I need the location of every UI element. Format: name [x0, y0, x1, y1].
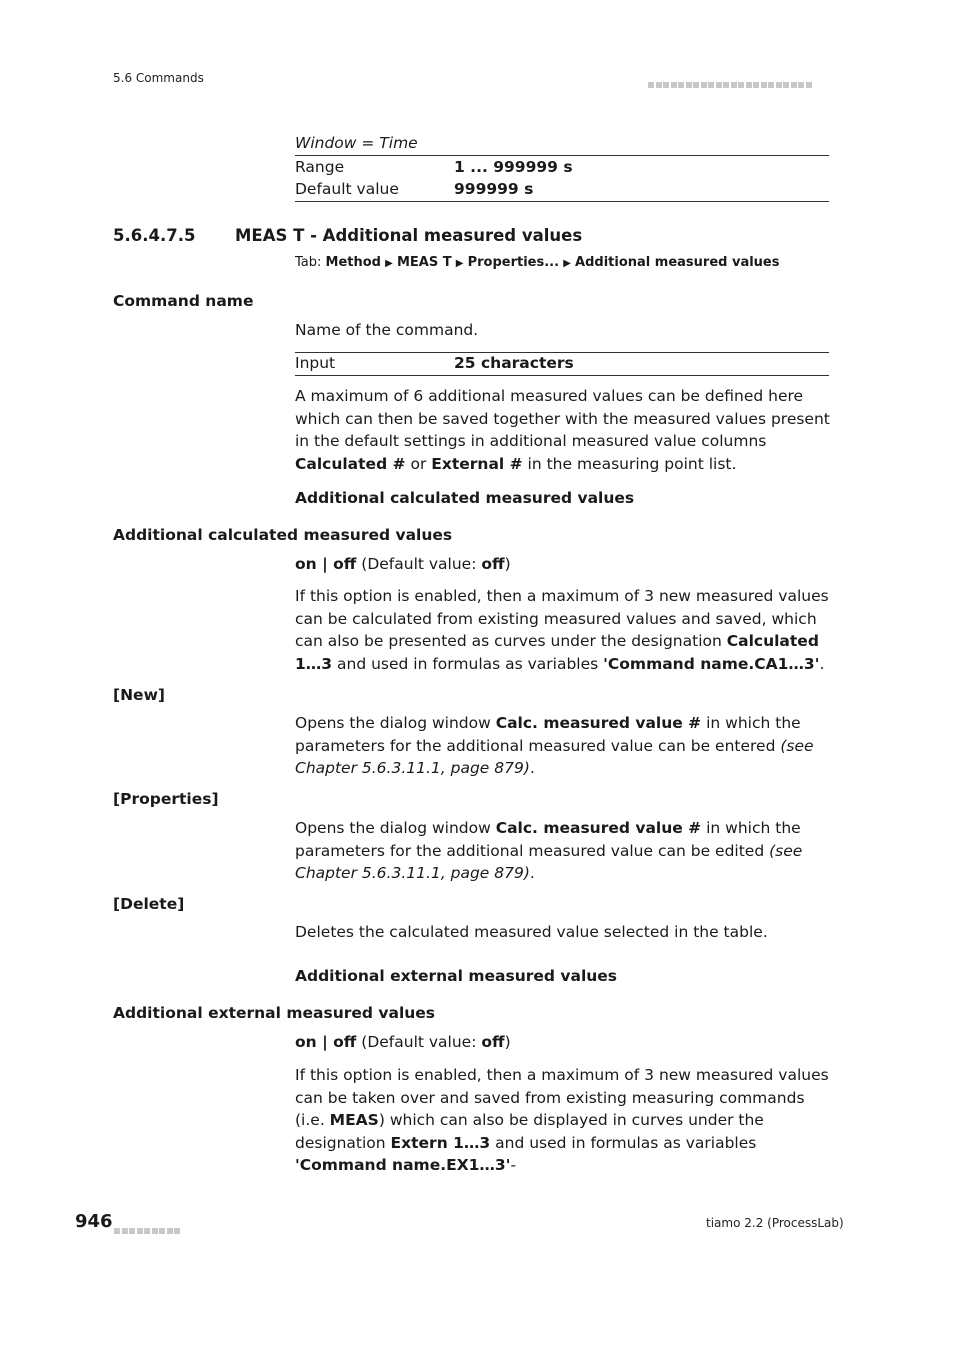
new-button-label: [New] — [113, 686, 165, 704]
chapter-link[interactable]: (see Chapter 5.6.3.11.1, page 879) — [295, 841, 803, 882]
input-value: 25 characters — [454, 354, 574, 372]
footer-dots — [114, 1219, 182, 1238]
delete-desc: Deletes the calculated measured value selected in the table. — [295, 923, 768, 941]
running-header-section: 5.6 Commands — [113, 71, 204, 85]
table-row-value: 999999 s — [454, 180, 534, 198]
properties-button-label: [Properties] — [113, 790, 219, 808]
chapter-link[interactable]: (see Chapter 5.6.3.11.1, page 879) — [295, 736, 814, 777]
table-row-value: 1 ... 999999 s — [454, 158, 573, 176]
command-name-paragraph: A maximum of 6 additional measured values can be defined here which can then be saved together with the measured values present in the default settings in additional measured value columns Calculated # or External # in the measuring point list. — [295, 387, 830, 473]
new-desc: Opens the dialog window Calc. measured value # in which the parameters for the additional measured value can be entered (see Chapter 5.6.3.11.1, page 879). — [295, 714, 814, 777]
header-dots — [648, 73, 813, 92]
tab-path-properties: Properties... — [467, 255, 560, 270]
ext-label: Additional external measured values — [113, 1004, 436, 1022]
tab-prefix: Tab: — [295, 255, 322, 270]
table-row-label: Default value — [295, 180, 399, 198]
calc-paragraph: If this option is enabled, then a maximum of 3 new measured values can be calculated from existing measured values and saved, which can also be presented as curves under the designation Calculated 1…3 and used in formulas as variables 'Command name.CA1…3'. — [295, 587, 829, 673]
calc-onoff: on | off (Default value: off) — [295, 555, 511, 573]
table-caption: Window = Time — [295, 134, 418, 152]
tab-breadcrumb: Tab: Method ▶ MEAS T ▶ Properties... ▶ Additional measured values — [295, 255, 780, 270]
page-number: 946 — [75, 1211, 113, 1232]
tab-path-meas-t: MEAS T — [396, 255, 452, 270]
command-name-label: Command name — [113, 292, 254, 310]
delete-button-label: [Delete] — [113, 895, 185, 913]
ext-onoff: on | off (Default value: off) — [295, 1033, 511, 1051]
properties-desc: Opens the dialog window Calc. measured value # in which the parameters for the additional measured value can be edited (see Chapter 5.6.3.11.1, page 879). — [295, 819, 803, 882]
calc-label: Additional calculated measured values — [113, 526, 453, 544]
tab-path-additional: Additional measured values — [575, 255, 780, 270]
command-name-desc: Name of the command. — [295, 321, 479, 339]
input-label: Input — [295, 354, 336, 372]
ext-subheading: Additional external measured values — [295, 967, 618, 985]
calc-subheading: Additional calculated measured values — [295, 489, 635, 507]
table-row-label: Range — [295, 158, 345, 176]
table-rule-bottom — [295, 201, 829, 202]
tab-path-method: Method — [325, 255, 381, 270]
section-title: MEAS T - Additional measured values — [235, 226, 583, 245]
footer-product: tiamo 2.2 (ProcessLab) — [706, 1216, 844, 1230]
section-number: 5.6.4.7.5 — [113, 226, 196, 245]
ext-paragraph: If this option is enabled, then a maximum of 3 new measured values can be taken over and saved from existing measuring commands (i.e. MEAS) which can also be displayed in curves under the designation Extern 1…3 and used in formulas as variables 'Command name.EX1…3'- — [295, 1066, 829, 1174]
input-rule-bottom — [295, 375, 829, 376]
